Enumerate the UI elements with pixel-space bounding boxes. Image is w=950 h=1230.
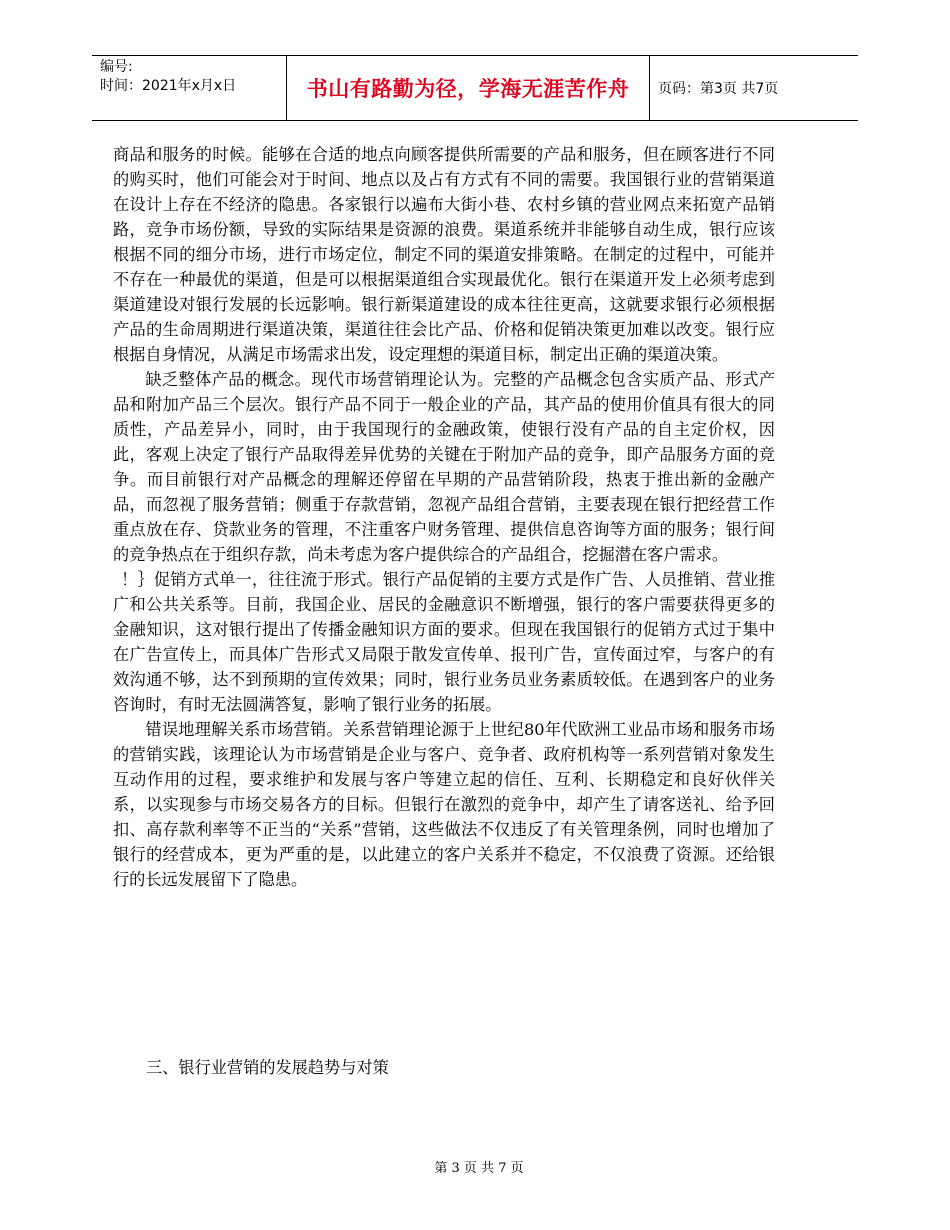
document-time-label: 时间：2021年x月x日 bbox=[100, 78, 237, 94]
paragraph-promotion: ！｝促销方式单一，往往流于形式。银行产品促销的主要方式是作广告、人员推销、营业推广和公共关系等。目前，我国企业、居民的金融意识不断增强，银行的客户需要获得更多的金融知识，这对银行提出了传播金融知识方面的要求。但现在我国银行的促销方式过于集中在广告宣传上，而具体广告形式又局限于散发宣传单、报刊广告，宣传面过窄，与客户的有效沟通不够，达不到预期的宣传效果；同时，银行业务员业务素质较低。在遇到客户的业务咨询时，有时无法圆满答复，影响了银行业务的拓展。 bbox=[113, 570, 775, 714]
page-footer bbox=[0, 1157, 950, 1176]
paragraph-product-concept: 缺乏整体产品的概念。现代市场营销理论认为。完整的产品概念包含实质产品、形式产品和附加产品三个层次。银行产品不同于一般企业的产品，其产品的使用价值具有很大的同质性，产品差异小，同时，由于我国现行的金融政策，使银行没有产品的自主定价权，因此，客观上决定了银行产品取得差异优势的关键在于附加产品的竞争，即产品服务方面的竞争。而目前银行对产品概念的理解还停留在早期的产品营销阶段，热衷于推出新的金融产品，而忽视了服务营销；侧重于存款营销，忽视产品组合营销，主要表现在银行把经营工作重点放在存、贷款业务的管理，不注重客户财务管理、提供信息咨询等方面的服务；银行间的竞争热点在于组织存款，尚未考虑为客户提供综合的产品组合，挖掘潜在客户需求。 bbox=[113, 370, 775, 564]
document-body bbox=[113, 142, 775, 892]
paragraph-relationship-marketing: 错误地理解关系市场营销。关系营销理论源于上世纪80年代欧洲工业品市场和服务市场的营销实践，该理论认为市场营销是企业与客户、竞争者、政府机构等一系列营销对象发生互动作用的过程，要求维护和发展与客户等建立起的信任、互利、长期稳定和良好伙伴关系，以实现参与市场交易各方的目标。但银行在激烈的竞争中，却产生了请客送礼、给予回扣、高存款利率等不正当的“关系”营销，这些做法不仅违反了有关管理条例，同时也增加了银行的经营成本，更为严重的是，以此建立的客户关系并不稳定，不仅浪费了资源。还给银行的长远发展留下了隐患。 bbox=[113, 720, 775, 889]
paragraph-channel: 商品和服务的时候。能够在合适的地点向顾客提供所需要的产品和服务，但在顾客进行不同的购买时，他们可能会对于时间、地点以及占有方式有不同的需要。我国银行业的营销渠道在设计上存在不经济的隐患。各家银行以遍布大街小巷、农村乡镇的营业网点来拓宽产品销路，竞争市场份额，导致的实际结果是资源的浪费。渠道系统并非能够自动生成，银行应该根据不同的细分市场，进行市场定位，制定不同的渠道安排策略。在制定的过程中，可能并不存在一种最优的渠道，但是可以根据渠道组合实现最优化。银行在渠道开发上必须考虑到渠道建设对银行发展的长远影响。银行新渠道建设的成本往往更高，这就要求银行必须根据产品的生命周期进行渠道决策，渠道往往会比产品、价格和促销决策更加难以改变。银行应根据自身情况，从满足市场需求出发，设定理想的渠道目标，制定出正确的渠道决策。 bbox=[113, 145, 775, 364]
document-number-label: 编号: bbox=[100, 59, 133, 75]
header-motto: 书山有路勤为径，学海无涯苦作舟 bbox=[286, 56, 650, 120]
header-meta bbox=[92, 56, 286, 120]
section-heading: 三、银行业营销的发展趋势与对策 bbox=[146, 1058, 389, 1077]
header-page-label: 页码：第3页 共7页 bbox=[658, 81, 779, 97]
page-header bbox=[92, 55, 858, 121]
footer-page-number: 第 3 页 共 7 页 bbox=[434, 1161, 524, 1176]
